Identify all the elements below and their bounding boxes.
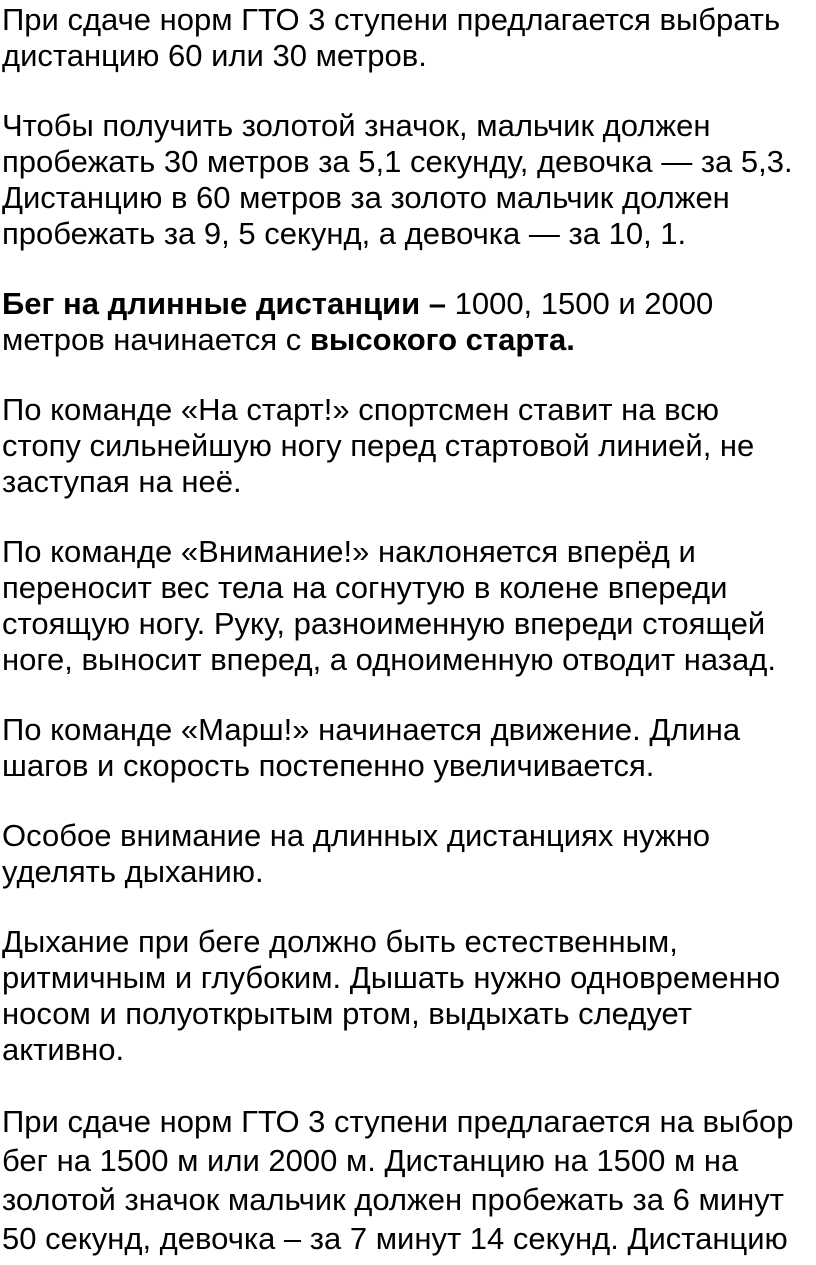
- text-line: 50 секунд, девочка – за 7 минут 14 секунд. Дистанцию: [2, 1221, 788, 1256]
- text-line: золотой значок мальчик должен пробежать за 6 минут: [2, 1182, 784, 1217]
- bold-heading-long-distance: Бег на длинные дистанции –: [2, 286, 446, 321]
- text-line: пробежать за 9, 5 секунд, а девочка — за 10, 1.: [2, 216, 687, 251]
- text-line: стопу сильнейшую ногу перед стартовой линией, не: [2, 428, 755, 463]
- paragraph-attention-command: [2, 534, 808, 678]
- text-line: По команде «Марш!» начинается движение. Длина: [2, 712, 741, 747]
- text-line: носом и полуоткрытым ртом, выдыхать следует: [2, 996, 692, 1031]
- paragraph-on-your-marks: [2, 392, 808, 500]
- text-line: дистанцию 60 или 30 метров.: [2, 38, 427, 73]
- text-line: По команде «На старт!» спортсмен ставит на всю: [2, 392, 719, 427]
- text-segment: 1000, 1500 и 2000: [445, 286, 714, 321]
- text-line: уделять дыханию.: [2, 854, 264, 889]
- text-line: пробежать 30 метров за 5,1 секунду, девочка — за 5,3.: [2, 144, 793, 179]
- text-segment: метров начинается с: [2, 322, 310, 357]
- text-line: стоящую ногу. Руку, разноименную впереди стоящей: [2, 606, 766, 641]
- text-line: бег на 1500 м или 2000 м. Дистанцию на 1500 м на: [2, 1143, 739, 1178]
- text-line: При сдаче норм ГТО 3 ступени предлагается на выбор: [2, 1104, 794, 1139]
- text-line: Чтобы получить золотой значок, мальчик должен: [2, 108, 711, 143]
- paragraph-breathing-technique: [2, 924, 808, 1068]
- bold-high-start: высокого старта.: [309, 322, 575, 357]
- text-line: Особое внимание на длинных дистанциях нужно: [2, 818, 711, 853]
- paragraph-gold-sprint-norms: [2, 108, 808, 252]
- paragraph-breathing-attention: [2, 818, 808, 890]
- paragraph-long-distance-start: [2, 286, 808, 358]
- text-line: Дыхание при беге должно быть естественным,: [2, 924, 678, 959]
- paragraph-long-distance-norms: [2, 1102, 808, 1258]
- text-line: Дистанцию в 60 метров за золото мальчик должен: [2, 180, 730, 215]
- text-line: ритмичным и глубоким. Дышать нужно одновременно: [2, 960, 781, 995]
- text-line: переносит вес тела на согнутую в колене впереди: [2, 570, 728, 605]
- text-line: шагов и скорость постепенно увеличивается.: [2, 748, 655, 783]
- text-line: заступая на неё.: [2, 464, 242, 499]
- text-line: По команде «Внимание!» наклоняется вперёд и: [2, 534, 696, 569]
- paragraph-march-command: [2, 712, 808, 784]
- text-line: [2, 286, 808, 322]
- text-line: При сдаче норм ГТО 3 ступени предлагается выбрать: [2, 2, 781, 37]
- text-line: [2, 322, 808, 358]
- text-line: ноге, выносит вперед, а одноименную отводит назад.: [2, 642, 776, 677]
- text-line: активно.: [2, 1032, 125, 1067]
- paragraph-distance-choice: [2, 2, 808, 74]
